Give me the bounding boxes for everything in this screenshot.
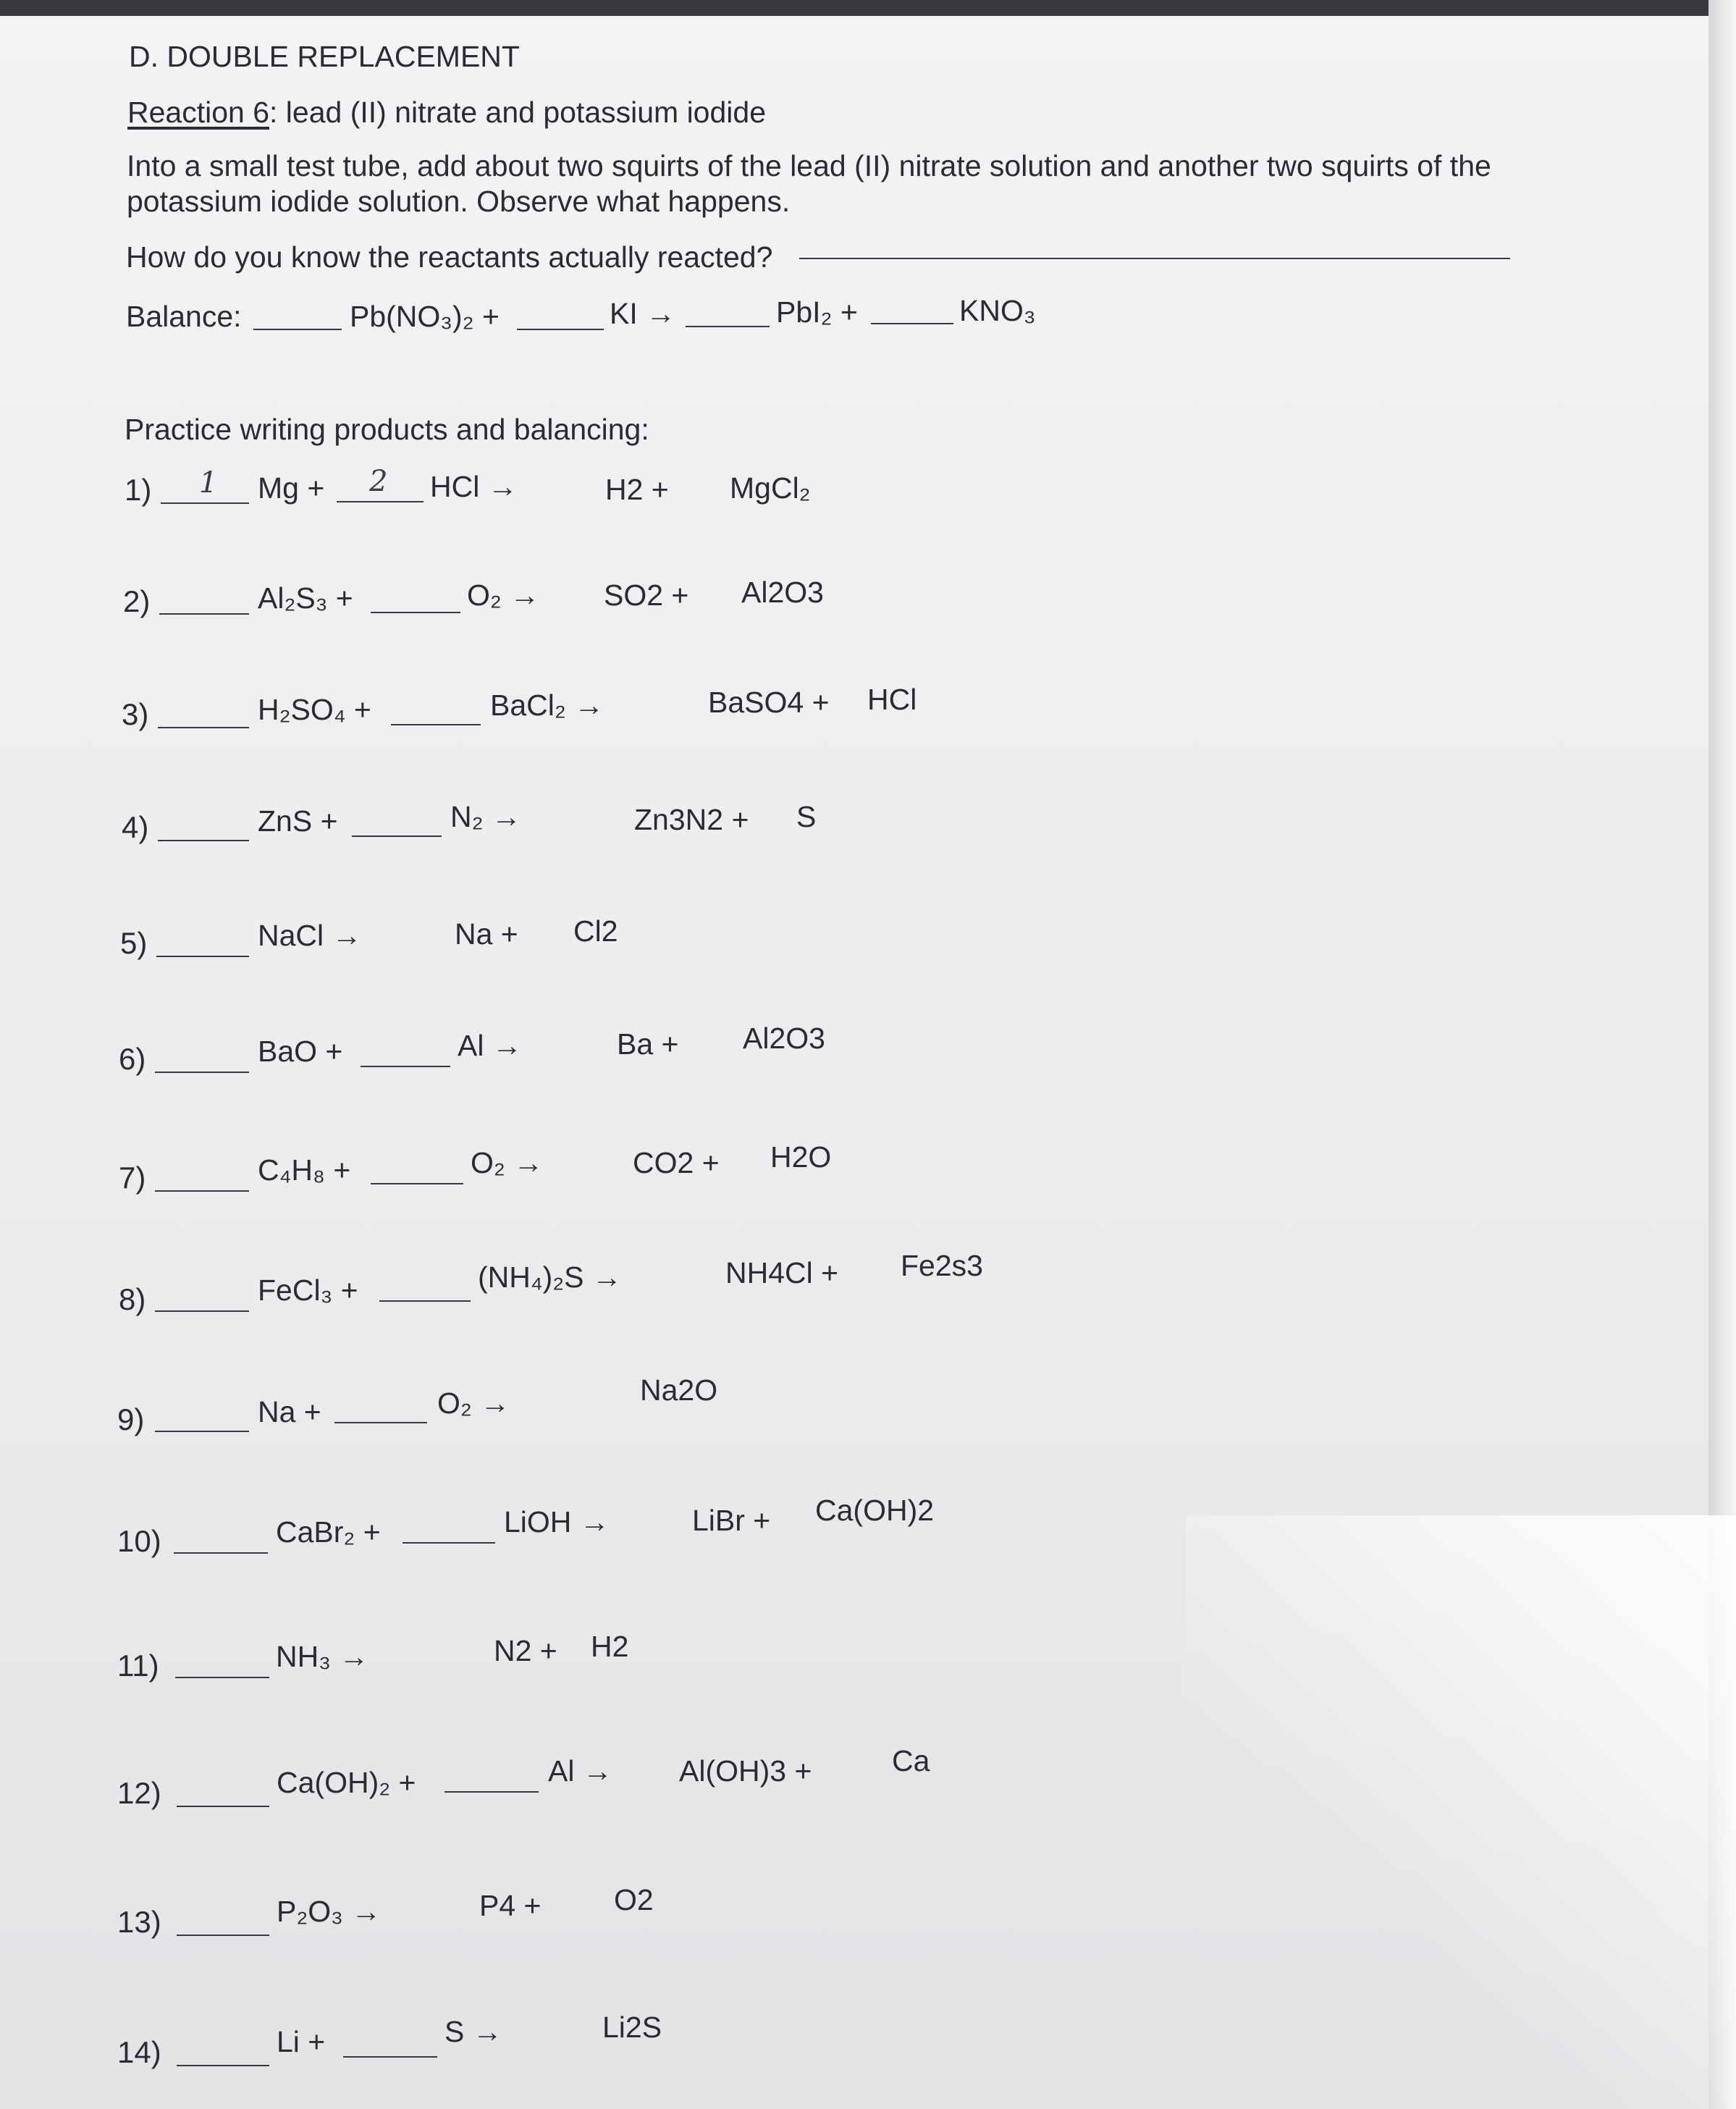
problem-4-reactant-1: ZnS + xyxy=(258,804,338,838)
problem-9-blank-2[interactable] xyxy=(334,1422,427,1423)
problem-7-blank-1[interactable] xyxy=(155,1190,249,1192)
problem-1-number: 1) xyxy=(125,473,152,507)
problem-1-reactant-1: Mg + xyxy=(258,471,325,505)
problem-10-blank-2[interactable] xyxy=(403,1542,495,1544)
problem-1-coef-2: 2 xyxy=(369,465,388,498)
top-bezel xyxy=(0,0,1736,16)
problem-1-product-2: MgCl₂ xyxy=(730,471,811,505)
problem-9-number: 9) xyxy=(117,1402,145,1436)
problem-4-product-1: Zn3N2 + xyxy=(634,803,749,836)
problem-13-number: 13) xyxy=(117,1905,161,1939)
problem-2-product-1: SO2 + xyxy=(604,578,689,612)
problem-12-number: 12) xyxy=(117,1776,161,1810)
problem-7-product-2: H2O xyxy=(770,1140,832,1174)
instructions-line-2: potassium iodide solution. Observe what happens. xyxy=(127,185,791,218)
problem-11-reactant-1: NH₃ → xyxy=(276,1640,369,1673)
problem-11-number: 11) xyxy=(117,1649,159,1683)
problem-6-blank-1[interactable] xyxy=(155,1072,249,1073)
problem-3-reactant-2: BaCl₂ → xyxy=(490,689,604,722)
instructions-line-1: Into a small test tube, add about two squirts of the lead (II) nitrate solution and another two squirts of the xyxy=(127,149,1491,182)
problem-7-reactant-1: C₄H₈ + xyxy=(258,1153,351,1187)
balance-label: Balance: xyxy=(126,300,242,333)
problem-3-reactant-1: H₂SO₄ + xyxy=(258,693,371,726)
problem-9-reactant-2: O₂ → xyxy=(437,1386,510,1420)
problem-8-blank-2[interactable] xyxy=(379,1300,471,1302)
problem-4-number: 4) xyxy=(122,810,149,844)
problem-14-reactant-1: Li + xyxy=(277,2025,326,2058)
problem-13-blank-1[interactable] xyxy=(177,1935,269,1936)
problem-6-product-2: Al2O3 xyxy=(743,1022,825,1055)
problem-8-product-2: Fe2s3 xyxy=(901,1249,983,1282)
problem-6-blank-2[interactable] xyxy=(361,1066,450,1067)
problem-6-reactant-2: Al → xyxy=(458,1029,522,1062)
balance-blank-1[interactable] xyxy=(253,329,342,330)
problem-11-blank-1[interactable] xyxy=(175,1677,269,1678)
problem-3-product-1: BaSO4 + xyxy=(708,686,830,719)
screen-edge xyxy=(1708,0,1736,2109)
balance-blank-3[interactable] xyxy=(686,326,770,327)
problem-2-reactant-1: Al₂S₃ + xyxy=(258,581,353,615)
problem-12-reactant-2: Al → xyxy=(548,1754,612,1788)
problem-1-blank-2[interactable] xyxy=(337,501,424,502)
problem-3-blank-2[interactable] xyxy=(391,724,481,725)
balance-product-2: KNO₃ xyxy=(959,294,1036,327)
problem-8-product-1: NH4Cl + xyxy=(725,1256,839,1289)
reaction-label: Reaction 6 xyxy=(127,96,270,129)
problem-4-reactant-2: N₂ → xyxy=(450,800,521,833)
problem-12-product-2: Ca xyxy=(892,1744,930,1777)
problem-14-blank-1[interactable] xyxy=(177,2065,269,2066)
problem-6-product-1: Ba + xyxy=(617,1027,679,1061)
problem-7-product-1: CO2 + xyxy=(633,1146,720,1179)
problem-4-product-2: S xyxy=(796,800,817,833)
section-title: D. DOUBLE REPLACEMENT xyxy=(129,40,520,73)
problem-14-blank-2[interactable] xyxy=(343,2056,437,2058)
problem-13-product-2: O2 xyxy=(614,1883,654,1916)
problem-14-product-1: Li2S xyxy=(602,2011,662,2044)
problem-7-blank-2[interactable] xyxy=(371,1183,463,1184)
problem-13-product-1: P4 + xyxy=(479,1889,542,1922)
balance-reactant-2: KI → xyxy=(610,297,676,330)
reaction-description: : lead (II) nitrate and potassium iodide xyxy=(269,96,767,129)
problem-14-number: 14) xyxy=(117,2035,161,2069)
problem-2-blank-1[interactable] xyxy=(159,613,249,615)
problem-12-reactant-1: Ca(OH)₂ + xyxy=(277,1766,416,1799)
problem-12-product-1: Al(OH)3 + xyxy=(679,1754,812,1788)
problem-6-number: 6) xyxy=(119,1042,146,1076)
problem-8-reactant-1: FeCl₃ + xyxy=(258,1274,358,1307)
problem-2-reactant-2: O₂ → xyxy=(467,578,540,612)
balance-product-1: PbI₂ + xyxy=(776,295,858,329)
problem-10-blank-1[interactable] xyxy=(174,1552,268,1554)
problem-1-reactant-2: HCl → xyxy=(430,470,518,503)
problem-8-reactant-2: (NH₄)₂S → xyxy=(478,1260,622,1294)
problem-14-reactant-2: S → xyxy=(444,2015,502,2048)
problem-10-reactant-2: LiOH → xyxy=(504,1505,610,1538)
question-answer-line[interactable] xyxy=(799,258,1510,259)
problem-5-number: 5) xyxy=(120,926,148,960)
problem-10-product-2: Ca(OH)2 xyxy=(815,1494,935,1527)
problem-6-reactant-1: BaO + xyxy=(258,1035,343,1068)
problem-9-product-1: Na2O xyxy=(640,1373,718,1407)
problem-12-blank-2[interactable] xyxy=(444,1791,539,1793)
balance-blank-4[interactable] xyxy=(871,323,953,324)
problem-11-product-2: H2 xyxy=(591,1630,629,1663)
practice-heading: Practice writing products and balancing: xyxy=(125,413,649,446)
problem-3-number: 3) xyxy=(122,697,149,731)
question-text: How do you know the reactants actually reacted? xyxy=(126,240,773,274)
problem-7-number: 7) xyxy=(119,1161,146,1195)
reaction-title xyxy=(127,98,766,127)
problem-11-product-1: N2 + xyxy=(494,1634,557,1667)
problem-5-product-2: Cl2 xyxy=(573,914,618,948)
problem-3-blank-1[interactable] xyxy=(158,727,249,728)
problem-5-blank-1[interactable] xyxy=(156,956,249,957)
problem-12-blank-1[interactable] xyxy=(177,1806,269,1807)
problem-2-blank-2[interactable] xyxy=(371,612,460,613)
problem-4-blank-1[interactable] xyxy=(158,840,249,841)
problem-7-reactant-2: O₂ → xyxy=(471,1146,544,1179)
problem-5-product-1: Na + xyxy=(455,917,518,951)
problem-3-product-2: HCl xyxy=(867,683,917,716)
problem-1-product-1: H2 + xyxy=(605,473,669,506)
problem-1-blank-1[interactable] xyxy=(161,502,249,504)
problem-5-reactant-1: NaCl → xyxy=(258,919,362,952)
problem-10-reactant-1: CaBr₂ + xyxy=(276,1515,381,1549)
problem-9-reactant-1: Na + xyxy=(258,1395,321,1428)
problem-2-number: 2) xyxy=(123,584,151,618)
problem-8-number: 8) xyxy=(119,1282,146,1316)
balance-reactant-1: Pb(NO₃)₂ + xyxy=(350,300,500,333)
problem-9-blank-1[interactable] xyxy=(155,1431,249,1432)
balance-blank-2[interactable] xyxy=(517,329,604,330)
problem-10-number: 10) xyxy=(117,1524,161,1558)
problem-8-blank-1[interactable] xyxy=(155,1310,249,1312)
problem-1-coef-1: 1 xyxy=(199,466,218,500)
problem-13-reactant-1: P₂O₃ → xyxy=(277,1895,382,1928)
problem-4-blank-2[interactable] xyxy=(352,835,442,837)
problem-10-product-1: LiBr + xyxy=(692,1504,771,1537)
problem-2-product-2: Al2O3 xyxy=(741,576,824,609)
